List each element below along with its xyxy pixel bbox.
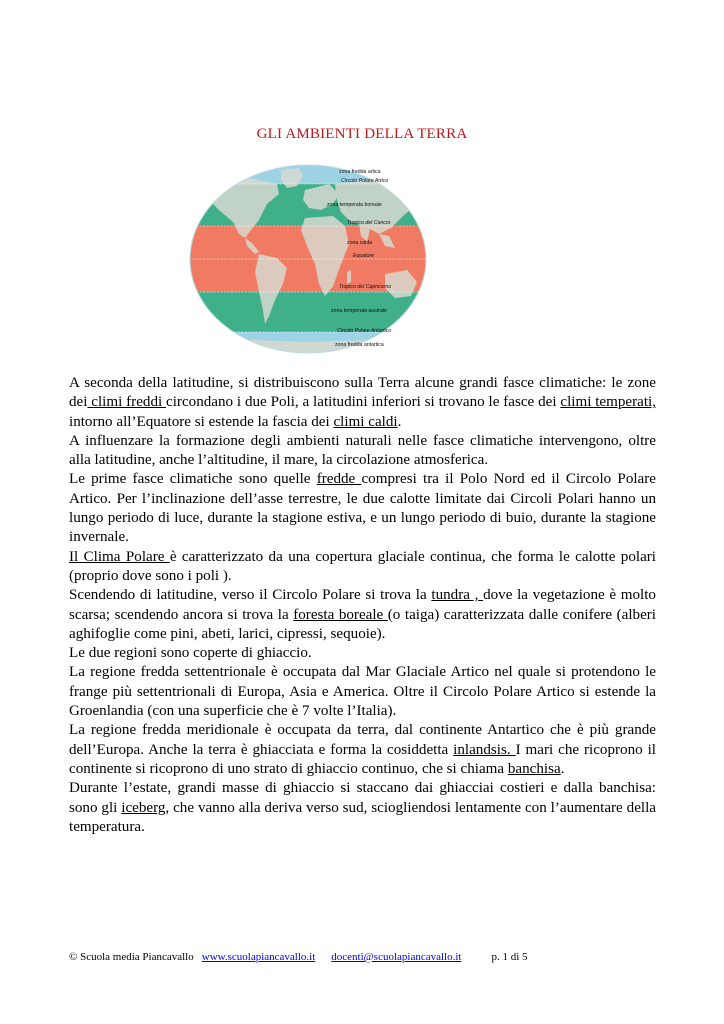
- underlined-term: climi caldi: [333, 413, 398, 430]
- text-run: .: [397, 413, 402, 430]
- footer-email-link[interactable]: docenti@scuolapiancavallo.it: [331, 951, 462, 963]
- text-run: La regione fredda meridionale è occupata da terra, dal continente Antartico che è più grande dell’Europa. Anche la terra è ghiacciata e forma la cosiddetta: [69, 722, 656, 758]
- text-run: è caratterizzato da una copertura glaciale continua, che forma le calotte polari (proprio dove sono i poli ).: [69, 548, 657, 584]
- paragraph: [69, 548, 656, 587]
- text-run: (o taiga) caratterizzata dalle conifere (alberi aghifoglie come pini, abeti, larici, cipressi, sequoie).: [69, 606, 656, 642]
- text-run: dove la vegetazione è molto scarsa; scendendo ancora si trova la: [69, 587, 656, 623]
- footer-copyright: © Scuola media Piancavallo: [69, 951, 194, 963]
- underlined-term: iceberg: [121, 799, 166, 816]
- text-run: , che vanno alla deriva verso sud, sciogliendosi lentamente con l’aumentare della temperatura.: [69, 799, 656, 835]
- underlined-term: foresta boreale: [293, 606, 388, 623]
- label-antarctic-circle: Circolo Polare Antartico: [337, 328, 392, 334]
- paragraph: [69, 432, 656, 471]
- underlined-term: Il Clima Polare: [69, 548, 170, 565]
- paragraph: [69, 663, 656, 721]
- arctic-zone-band: [189, 164, 427, 184]
- underlined-term: climi freddi: [87, 394, 167, 411]
- text-run: A influenzare la formazione degli ambienti naturali nelle fasce climatiche intervengono, oltre alla latitudine, anche l’altitudine, il mare, la circolazione atmosferica.: [69, 432, 656, 469]
- label-equator: Equatore: [353, 253, 375, 259]
- underlined-term: tundra ,: [431, 587, 484, 604]
- text-run: Durante l’estate, grandi masse di ghiaccio si staccano dai ghiacciai costieri e dalla banchisa: sono gli: [69, 780, 656, 816]
- footer-page-number: p. 1 di 5: [491, 951, 528, 963]
- paragraph: [69, 644, 656, 663]
- page-title: GLI AMBIENTI DELLA TERRA: [256, 126, 468, 142]
- text-run: A seconda della latitudine, si distribuiscono sulla Terra alcune grandi fasce climatiche: le zone dei: [69, 375, 656, 411]
- label-southern-temperate: zona temperata australe: [331, 308, 387, 314]
- underlined-term: inlandsis.: [453, 741, 516, 758]
- article-body: [69, 374, 656, 837]
- label-antarctic-zone: zona fredda antartica: [335, 342, 384, 348]
- text-run: compresi tra il Polo Nord ed il Circolo Polare Artico. Per l’inclinazione dell’asse terrestre, le due calotte limitate dai Circoli Polari hanno un lungo periodo di luce, durante la stagione estiva, e un lungo periodo di buio, durante la stagione invernale.: [69, 471, 656, 546]
- page-footer: [69, 951, 669, 963]
- label-arctic-circle: Circolo Polare Artico: [341, 178, 389, 184]
- label-tropic-cancer: Tropico del Cancro: [347, 220, 391, 226]
- text-run: circondano i due Poli, a latitudini inferiori si trovano le fasce dei: [166, 394, 561, 411]
- text-run: .: [560, 760, 565, 777]
- paragraph: [69, 721, 656, 779]
- label-hot-zone: zona calda: [347, 240, 373, 246]
- paragraph: [69, 586, 656, 644]
- underlined-term: fredde: [316, 471, 362, 488]
- label-tropic-capricorn: Tropico del Capricorno: [339, 284, 392, 290]
- text-run: I mari che ricoprono il continente si ricoprono di uno strato di ghiaccio continuo, che si chiama: [69, 741, 657, 777]
- text-run: Le prime fasce climatiche sono quelle: [69, 471, 317, 488]
- text-run: Le due regioni sono coperte di ghiaccio.: [69, 645, 312, 662]
- paragraph: [69, 470, 656, 547]
- paragraph: [69, 779, 656, 837]
- climate-zones-map: [189, 164, 427, 354]
- text-run: La regione fredda settentrionale è occupata dal Mar Glaciale Artico nel quale si protendono le frange più settentrionali di Europa, Asia e America. Oltre il Circolo Polare Artico si estende la Groenlandia (con una superficie che è 7 volte l’Italia).: [69, 664, 656, 720]
- label-arctic-zone: zona fredda artica: [339, 169, 381, 175]
- label-northern-temperate: zona temperata boreale: [327, 202, 382, 208]
- footer-website-link[interactable]: www.scuolapiancavallo.it: [201, 951, 316, 963]
- text-run: intorno all’Equatore si estende la fascia dei: [69, 413, 334, 430]
- underlined-term: banchisa: [507, 760, 561, 777]
- underlined-term: climi temperati,: [560, 394, 656, 411]
- text-run: Scendendo di latitudine, verso il Circolo Polare si trova la: [69, 587, 432, 604]
- paragraph: [69, 374, 656, 432]
